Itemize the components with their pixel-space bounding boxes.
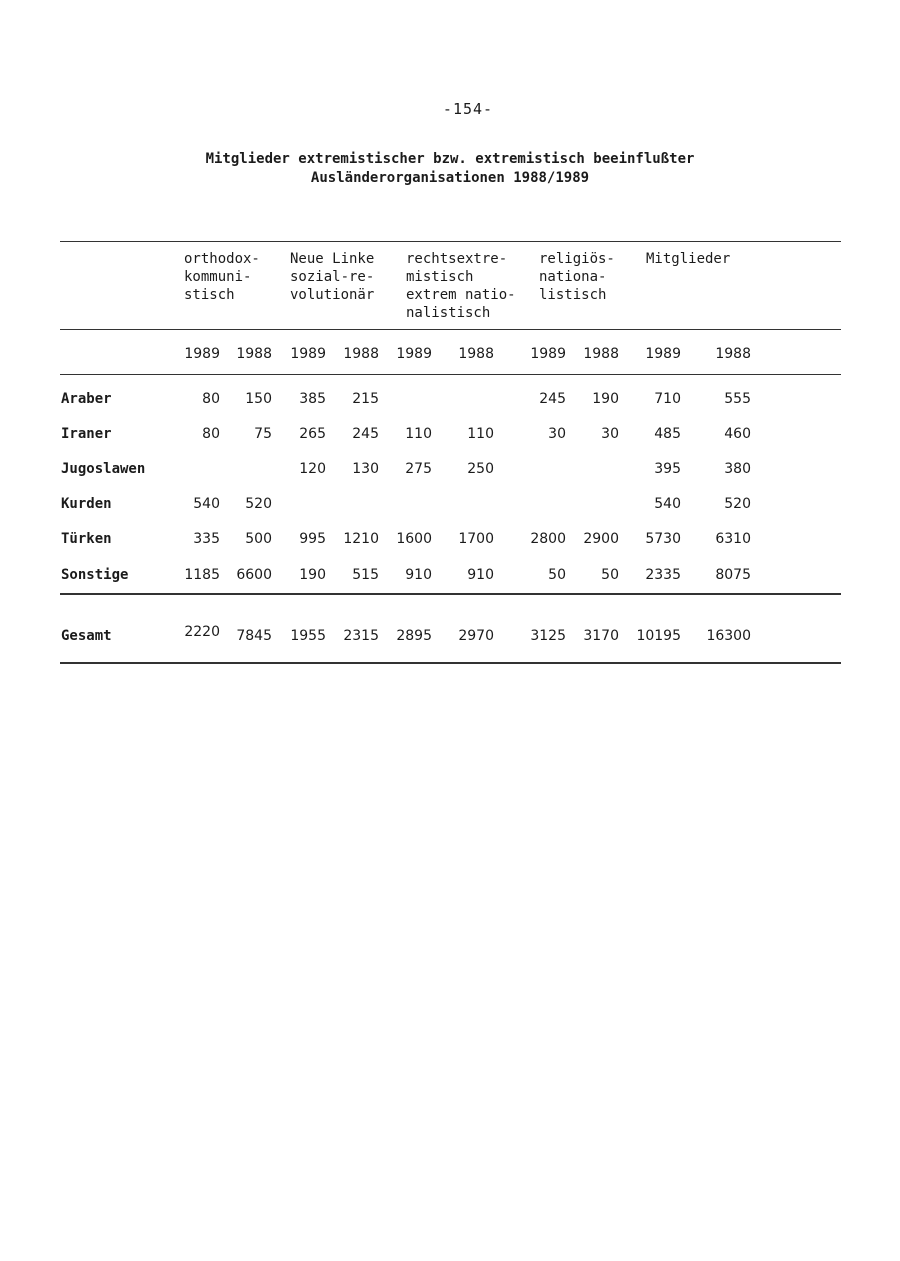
- table-cell: 6310: [715, 531, 751, 547]
- total-cell: 10195: [636, 628, 681, 644]
- table-cell: 910: [405, 567, 432, 583]
- year-header-cell: 1989: [396, 346, 432, 362]
- table-cell: 380: [724, 461, 751, 477]
- table-cell: 110: [467, 426, 494, 442]
- row-label: Kurden: [61, 496, 112, 512]
- table-cell: 215: [352, 391, 379, 407]
- table-cell: 520: [245, 496, 272, 512]
- table-cell: 245: [539, 391, 566, 407]
- year-header-cell: 1988: [236, 346, 272, 362]
- year-header-cell: 1989: [645, 346, 681, 362]
- title-line-1: Mitglieder extremistischer bzw. extremistisch beeinflußter: [205, 151, 695, 167]
- total-cell: 2315: [343, 628, 379, 644]
- column-header-religioes-nationalistisch: religiös- nationa- listisch: [539, 251, 615, 303]
- table-cell: 485: [654, 426, 681, 442]
- table-cell: 190: [592, 391, 619, 407]
- total-cell: 16300: [706, 628, 751, 644]
- table-cell: 30: [548, 426, 566, 442]
- table-cell: 6600: [236, 567, 272, 583]
- table-cell: 1185: [184, 567, 220, 583]
- total-cell: 2970: [458, 628, 494, 644]
- table-cell: 8075: [715, 567, 751, 583]
- column-header-mitglieder: Mitglieder: [646, 251, 731, 267]
- table-cell: 335: [193, 531, 220, 547]
- table-cell: 265: [299, 426, 326, 442]
- table-cell: 190: [299, 567, 326, 583]
- table-cell: 520: [724, 496, 751, 512]
- table-cell: 540: [654, 496, 681, 512]
- total-cell: 3170: [583, 628, 619, 644]
- total-cell: 7845: [236, 628, 272, 644]
- total-cell: 1955: [290, 628, 326, 644]
- table-cell: 245: [352, 426, 379, 442]
- table-cell: 995: [299, 531, 326, 547]
- table-cell: 130: [352, 461, 379, 477]
- table-cell: 250: [467, 461, 494, 477]
- table-cell: 120: [299, 461, 326, 477]
- table-cell: 150: [245, 391, 272, 407]
- table-cell: 30: [601, 426, 619, 442]
- table-cell: 5730: [645, 531, 681, 547]
- page-number: -154-: [442, 100, 494, 118]
- year-header-cell: 1988: [715, 346, 751, 362]
- table-cell: 385: [299, 391, 326, 407]
- table-top-rule: [60, 241, 841, 242]
- year-header-cell: 1988: [458, 346, 494, 362]
- total-cell: 2895: [396, 628, 432, 644]
- table-cell: 555: [724, 391, 751, 407]
- column-header-neue-linke: Neue Linke sozial-re- volutionär: [290, 251, 375, 303]
- year-rule: [60, 374, 841, 375]
- row-label: Iraner: [61, 426, 112, 442]
- column-header-rechtsextremistisch: rechtsextre- mistisch extrem natio- nalistisch: [406, 251, 516, 321]
- row-label: Jugoslawen: [61, 461, 146, 477]
- row-label: Türken: [61, 531, 112, 547]
- table-cell: 1210: [343, 531, 379, 547]
- year-header-cell: 1989: [184, 346, 220, 362]
- table-bottom-rule: [60, 662, 841, 664]
- page-title: [0, 150, 900, 188]
- table-cell: 710: [654, 391, 681, 407]
- year-header-cell: 1989: [530, 346, 566, 362]
- table-cell: 110: [405, 426, 432, 442]
- table-cell: 1700: [458, 531, 494, 547]
- total-cell: 2220: [184, 624, 220, 640]
- table-cell: 395: [654, 461, 681, 477]
- table-cell: 50: [601, 567, 619, 583]
- row-label: Araber: [61, 391, 112, 407]
- table-cell: 1600: [396, 531, 432, 547]
- table-cell: 460: [724, 426, 751, 442]
- table-cell: 2335: [645, 567, 681, 583]
- table-cell: 2900: [583, 531, 619, 547]
- total-cell: 3125: [530, 628, 566, 644]
- year-header-cell: 1988: [583, 346, 619, 362]
- table-cell: 75: [254, 426, 272, 442]
- title-line-2: Ausländerorganisationen 1988/1989: [310, 170, 590, 186]
- year-header-cell: 1988: [343, 346, 379, 362]
- year-header-cell: 1989: [290, 346, 326, 362]
- total-label: Gesamt: [61, 628, 112, 644]
- table-cell: 500: [245, 531, 272, 547]
- table-cell: 515: [352, 567, 379, 583]
- subtotal-rule: [60, 593, 841, 595]
- table-cell: 910: [467, 567, 494, 583]
- table-cell: 275: [405, 461, 432, 477]
- table-cell: 80: [202, 426, 220, 442]
- table-cell: 540: [193, 496, 220, 512]
- table-cell: 50: [548, 567, 566, 583]
- column-header-orthodox-kommunistisch: orthodox- kommuni- stisch: [184, 251, 260, 303]
- header-rule: [60, 329, 841, 330]
- table-cell: 2800: [530, 531, 566, 547]
- row-label: Sonstige: [61, 567, 129, 583]
- table-cell: 80: [202, 391, 220, 407]
